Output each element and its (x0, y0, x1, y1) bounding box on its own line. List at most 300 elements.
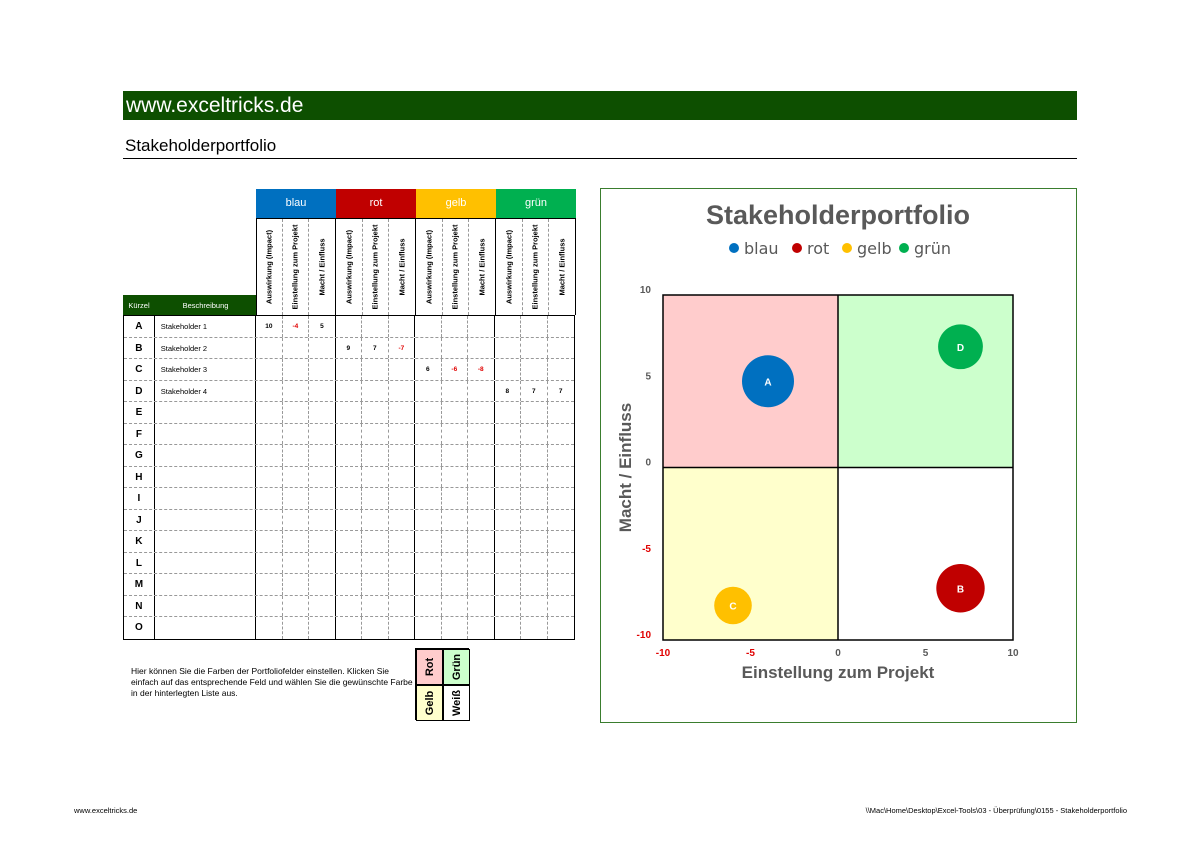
x-tick-label: 10 (1007, 648, 1019, 659)
value-cell[interactable] (521, 402, 547, 423)
x-axis-label: Einstellung zum Projekt (741, 663, 935, 682)
value-cell[interactable] (362, 316, 388, 337)
value-cell[interactable] (336, 531, 362, 552)
value-cell[interactable] (442, 467, 468, 488)
value-cell[interactable] (495, 531, 521, 552)
value-cell[interactable]: 7 (521, 381, 547, 402)
value-cell[interactable] (336, 445, 362, 466)
table-row (124, 553, 574, 575)
value-cell[interactable] (495, 445, 521, 466)
value-cell[interactable] (415, 531, 441, 552)
subheader-cell (309, 219, 336, 315)
value-cell[interactable] (468, 424, 494, 445)
value-cell[interactable] (548, 316, 574, 337)
row-description[interactable] (155, 553, 256, 574)
x-tick-label: 5 (922, 648, 929, 659)
value-cell[interactable] (389, 467, 415, 488)
row-description[interactable]: Stakeholder 3 (155, 359, 256, 380)
value-cell[interactable] (495, 617, 521, 639)
value-cell[interactable]: -7 (389, 338, 415, 359)
value-cell[interactable]: 5 (309, 316, 335, 337)
subheader-cell (523, 219, 550, 315)
value-cell[interactable] (283, 445, 309, 466)
value-cell[interactable] (309, 596, 335, 617)
value-cell[interactable] (309, 338, 335, 359)
row-description[interactable] (155, 488, 256, 509)
value-cell[interactable] (283, 510, 309, 531)
color-field-gelb[interactable] (416, 685, 443, 721)
value-cell[interactable] (548, 424, 574, 445)
value-cell[interactable] (309, 553, 335, 574)
value-cell[interactable] (521, 574, 547, 595)
value-cell[interactable] (548, 617, 574, 639)
value-cell[interactable] (256, 445, 282, 466)
value-cell[interactable] (336, 316, 362, 337)
row-description[interactable] (155, 467, 256, 488)
row-description[interactable] (155, 402, 256, 423)
row-key[interactable]: N (124, 596, 155, 617)
key-header (123, 295, 256, 315)
value-cell[interactable] (362, 531, 388, 552)
value-cell[interactable] (468, 488, 494, 509)
quadrant-bottom-left (663, 468, 838, 641)
value-cell[interactable] (495, 488, 521, 509)
table-row (124, 338, 574, 360)
subheader-cell (283, 219, 310, 315)
subheader-label: Macht / Einfluss (477, 238, 487, 296)
value-cell[interactable] (309, 510, 335, 531)
value-cell[interactable] (283, 424, 309, 445)
value-cell[interactable] (495, 553, 521, 574)
row-key[interactable]: H (124, 467, 155, 488)
value-cell[interactable] (283, 531, 309, 552)
value-cell[interactable] (336, 381, 362, 402)
value-cell[interactable] (389, 445, 415, 466)
legend-marker-rot (792, 243, 802, 253)
legend-label-rot: rot (807, 239, 830, 258)
value-cell[interactable] (362, 574, 388, 595)
table-row (124, 359, 574, 381)
subheader-label: Macht / Einfluss (317, 238, 327, 296)
value-cell[interactable] (442, 424, 468, 445)
value-cell[interactable] (362, 381, 388, 402)
value-cell[interactable] (468, 467, 494, 488)
subheader-row (256, 218, 576, 316)
value-cell[interactable] (415, 467, 441, 488)
value-cell[interactable] (309, 359, 335, 380)
value-cell[interactable] (415, 553, 441, 574)
value-cell[interactable] (336, 467, 362, 488)
row-key[interactable]: B (124, 338, 155, 359)
subheader-cell (416, 219, 443, 315)
value-cell[interactable]: -4 (283, 316, 309, 337)
value-cell[interactable] (362, 467, 388, 488)
table-row (124, 467, 574, 489)
value-cell[interactable] (362, 359, 388, 380)
value-cell[interactable] (283, 488, 309, 509)
value-cell[interactable] (495, 402, 521, 423)
legend-label-blau: blau (744, 239, 779, 258)
value-cell[interactable] (468, 338, 494, 359)
value-cell[interactable] (256, 338, 282, 359)
chart-frame (600, 188, 1077, 723)
value-cell[interactable] (468, 381, 494, 402)
value-cell[interactable] (442, 553, 468, 574)
value-cell[interactable]: -8 (468, 359, 494, 380)
value-cell[interactable] (415, 596, 441, 617)
value-cell[interactable] (521, 553, 547, 574)
subheader-cell (496, 219, 523, 315)
value-cell[interactable] (521, 531, 547, 552)
y-tick-label: -5 (642, 543, 651, 555)
bubble-label-C: C (729, 601, 737, 613)
value-cell[interactable] (521, 467, 547, 488)
value-cell[interactable] (548, 445, 574, 466)
site-banner: www.exceltricks.de (123, 91, 1077, 120)
page-subtitle: Stakeholderportfolio (125, 136, 277, 155)
value-cell[interactable] (389, 424, 415, 445)
value-cell[interactable] (442, 402, 468, 423)
value-cell[interactable] (521, 338, 547, 359)
value-cell[interactable] (309, 488, 335, 509)
value-cell[interactable] (336, 574, 362, 595)
value-cell[interactable] (548, 402, 574, 423)
subheader-cell (363, 219, 390, 315)
group-header-gelb: gelb (416, 189, 496, 218)
value-cell[interactable] (389, 402, 415, 423)
row-description[interactable]: Stakeholder 2 (155, 338, 256, 359)
row-description[interactable]: Stakeholder 4 (155, 381, 256, 402)
row-key[interactable]: D (124, 381, 155, 402)
value-cell[interactable] (389, 531, 415, 552)
value-cell[interactable] (283, 553, 309, 574)
value-cell[interactable] (309, 467, 335, 488)
value-cell[interactable] (495, 424, 521, 445)
color-field-rot[interactable] (416, 649, 443, 685)
value-cell[interactable] (495, 596, 521, 617)
subheader-cell (549, 219, 576, 315)
row-description[interactable]: Stakeholder 1 (155, 316, 256, 337)
value-cell[interactable] (283, 467, 309, 488)
subheader-cell (443, 219, 470, 315)
value-cell[interactable] (309, 531, 335, 552)
subtitle-underline (123, 158, 1077, 159)
value-cell[interactable] (495, 574, 521, 595)
row-key[interactable]: A (124, 316, 155, 337)
legend-label-gelb: gelb (857, 239, 892, 258)
value-cell[interactable] (336, 424, 362, 445)
table-row (124, 574, 574, 596)
legend-marker-gelb (842, 243, 852, 253)
color-field-label: Rot (423, 657, 436, 677)
stakeholder-table (123, 315, 575, 640)
value-cell[interactable]: -6 (442, 359, 468, 380)
value-cell[interactable] (389, 316, 415, 337)
value-cell[interactable] (468, 617, 494, 639)
value-cell[interactable] (415, 445, 441, 466)
value-cell[interactable] (442, 531, 468, 552)
value-cell[interactable] (548, 531, 574, 552)
value-cell[interactable] (521, 316, 547, 337)
value-cell[interactable]: 6 (415, 359, 441, 380)
value-cell[interactable] (309, 574, 335, 595)
y-tick-label: 0 (645, 457, 651, 469)
bubble-label-A: A (764, 377, 772, 389)
value-cell[interactable] (521, 510, 547, 531)
table-row (124, 381, 574, 403)
value-cell[interactable] (495, 316, 521, 337)
value-cell[interactable] (548, 553, 574, 574)
table-row (124, 617, 574, 639)
value-cell[interactable] (309, 424, 335, 445)
value-cell[interactable]: 9 (336, 338, 362, 359)
table-row (124, 402, 574, 424)
value-cell[interactable] (415, 338, 441, 359)
row-key[interactable]: M (124, 574, 155, 595)
value-cell[interactable] (415, 402, 441, 423)
value-cell[interactable] (548, 574, 574, 595)
value-cell[interactable] (283, 596, 309, 617)
subheader-label: Macht / Einfluss (397, 238, 407, 296)
x-tick-label: -10 (655, 648, 671, 659)
row-key[interactable]: O (124, 617, 155, 639)
value-cell[interactable] (362, 553, 388, 574)
value-cell[interactable] (548, 596, 574, 617)
value-cell[interactable] (442, 316, 468, 337)
value-cell[interactable] (521, 617, 547, 639)
color-field-label: Gelb (423, 690, 436, 716)
value-cell[interactable] (415, 424, 441, 445)
value-cell[interactable] (336, 359, 362, 380)
subheader-cell (336, 219, 363, 315)
subheader-label: Einstellung zum Projekt (290, 224, 300, 310)
table-row (124, 445, 574, 467)
row-description[interactable] (155, 445, 256, 466)
value-cell[interactable] (336, 402, 362, 423)
value-cell[interactable] (521, 488, 547, 509)
value-cell[interactable] (389, 574, 415, 595)
subheader-label: Auswirkung (Impact) (424, 229, 434, 305)
value-cell[interactable] (283, 574, 309, 595)
color-field-label: Weiß (450, 689, 463, 717)
value-cell[interactable] (468, 402, 494, 423)
row-key[interactable]: L (124, 553, 155, 574)
value-cell[interactable] (362, 488, 388, 509)
value-cell[interactable] (415, 574, 441, 595)
legend-marker-grün (899, 243, 909, 253)
subheader-label: Auswirkung (Impact) (264, 229, 274, 305)
value-cell[interactable] (415, 617, 441, 639)
value-cell[interactable] (468, 531, 494, 552)
color-field-label: Grün (450, 653, 463, 681)
value-cell[interactable] (362, 596, 388, 617)
value-cell[interactable] (256, 553, 282, 574)
value-cell[interactable] (336, 510, 362, 531)
value-cell[interactable] (389, 510, 415, 531)
row-key[interactable]: E (124, 402, 155, 423)
y-tick-label: 10 (639, 285, 651, 296)
value-cell[interactable] (415, 510, 441, 531)
value-cell[interactable] (548, 359, 574, 380)
value-cell[interactable] (362, 424, 388, 445)
stakeholder-chart (601, 189, 1076, 722)
value-cell[interactable] (256, 402, 282, 423)
y-tick-label: -10 (636, 630, 651, 641)
value-cell[interactable] (442, 617, 468, 639)
y-tick-label: 5 (645, 371, 651, 383)
table-row (124, 316, 574, 338)
value-cell[interactable] (468, 596, 494, 617)
subheader-label: Auswirkung (Impact) (504, 229, 514, 305)
value-cell[interactable] (362, 402, 388, 423)
value-cell[interactable] (521, 596, 547, 617)
value-cell[interactable] (442, 596, 468, 617)
group-header-row (256, 189, 576, 218)
row-description[interactable] (155, 510, 256, 531)
value-cell[interactable] (495, 510, 521, 531)
legend-marker-blau (729, 243, 739, 253)
value-cell[interactable] (309, 402, 335, 423)
value-cell[interactable] (548, 510, 574, 531)
value-cell[interactable] (283, 338, 309, 359)
value-cell[interactable]: 10 (256, 316, 282, 337)
value-cell[interactable] (256, 574, 282, 595)
legend-label-grün: grün (914, 239, 952, 258)
value-cell[interactable] (283, 381, 309, 402)
value-cell[interactable] (415, 488, 441, 509)
subheader-label: Einstellung zum Projekt (530, 224, 540, 310)
value-cell[interactable] (256, 596, 282, 617)
row-key[interactable]: F (124, 424, 155, 445)
value-cell[interactable] (256, 531, 282, 552)
value-cell[interactable] (283, 402, 309, 423)
value-cell[interactable] (256, 617, 282, 639)
value-cell[interactable] (548, 467, 574, 488)
group-header-blau: blau (256, 189, 336, 218)
value-cell[interactable] (495, 359, 521, 380)
value-cell[interactable] (389, 488, 415, 509)
value-cell[interactable] (309, 445, 335, 466)
value-cell[interactable] (415, 316, 441, 337)
value-cell[interactable] (389, 359, 415, 380)
value-cell[interactable] (389, 596, 415, 617)
value-cell[interactable] (415, 381, 441, 402)
value-cell[interactable] (336, 596, 362, 617)
color-field-weiß[interactable] (443, 685, 470, 721)
value-cell[interactable] (442, 445, 468, 466)
table-row (124, 510, 574, 532)
value-cell[interactable] (495, 338, 521, 359)
value-cell[interactable]: 8 (495, 381, 521, 402)
subheader-cell (256, 219, 283, 315)
value-cell[interactable] (336, 488, 362, 509)
chart-title: Stakeholderportfolio (705, 200, 971, 230)
table-row (124, 596, 574, 618)
footer-left: www.exceltricks.de (74, 806, 138, 815)
value-cell[interactable] (442, 574, 468, 595)
subheader-label: Einstellung zum Projekt (370, 224, 380, 310)
value-cell[interactable] (256, 381, 282, 402)
row-description[interactable] (155, 574, 256, 595)
value-cell[interactable] (389, 381, 415, 402)
value-cell[interactable]: 7 (362, 338, 388, 359)
quadrant-bottom-right (838, 468, 1013, 641)
table-row (124, 424, 574, 446)
value-cell[interactable] (309, 617, 335, 639)
value-cell[interactable] (362, 445, 388, 466)
row-description[interactable] (155, 531, 256, 552)
color-field-grün[interactable] (443, 649, 470, 685)
value-cell[interactable] (442, 338, 468, 359)
col-kuerzel: Kürzel (128, 300, 150, 310)
value-cell[interactable] (468, 553, 494, 574)
subheader-cell (469, 219, 496, 315)
value-cell[interactable] (309, 381, 335, 402)
value-cell[interactable] (256, 359, 282, 380)
row-description[interactable] (155, 617, 256, 639)
row-key[interactable]: J (124, 510, 155, 531)
value-cell[interactable] (521, 424, 547, 445)
row-key[interactable]: K (124, 531, 155, 552)
value-cell[interactable] (336, 553, 362, 574)
value-cell[interactable] (495, 467, 521, 488)
subheader-cell (389, 219, 416, 315)
subheader-label: Einstellung zum Projekt (450, 224, 460, 310)
value-cell[interactable] (256, 467, 282, 488)
value-cell[interactable] (362, 617, 388, 639)
value-cell[interactable] (468, 574, 494, 595)
value-cell[interactable] (336, 617, 362, 639)
value-cell[interactable]: 7 (558, 387, 563, 395)
value-cell[interactable] (468, 510, 494, 531)
bubble-label-D: D (956, 342, 965, 354)
value-cell[interactable] (442, 510, 468, 531)
value-cell[interactable] (283, 359, 309, 380)
row-description[interactable] (155, 596, 256, 617)
value-cell[interactable] (283, 617, 309, 639)
value-cell[interactable] (362, 510, 388, 531)
row-key[interactable]: C (124, 359, 155, 380)
row-key[interactable]: I (124, 488, 155, 509)
quadrant-top-right (838, 295, 1013, 468)
value-cell[interactable] (521, 445, 547, 466)
value-cell[interactable] (256, 510, 282, 531)
row-description[interactable] (155, 424, 256, 445)
value-cell[interactable] (468, 445, 494, 466)
group-header-rot: rot (336, 189, 416, 218)
footer-path: \\Mac\Home\Desktop\Excel-Tools\03 - Überprüfung\0155 - Stakeholderportfolio (865, 806, 1127, 815)
value-cell[interactable] (389, 553, 415, 574)
group-header-grün: grün (496, 189, 576, 218)
bubble-label-B: B (956, 584, 965, 596)
value-cell[interactable] (256, 488, 282, 509)
row-key[interactable]: G (124, 445, 155, 466)
value-cell[interactable] (389, 617, 415, 639)
subheader-label: Macht / Einfluss (557, 238, 567, 296)
value-cell[interactable] (548, 488, 574, 509)
table-row (124, 531, 574, 553)
value-cell[interactable] (442, 488, 468, 509)
x-tick-label: 0 (835, 648, 841, 659)
value-cell[interactable] (548, 338, 574, 359)
value-cell[interactable] (521, 359, 547, 380)
value-cell[interactable] (442, 381, 468, 402)
value-cell[interactable] (468, 316, 494, 337)
color-picker (415, 648, 469, 720)
value-cell[interactable] (256, 424, 282, 445)
x-tick-label: -5 (746, 648, 755, 659)
table-row (124, 488, 574, 510)
